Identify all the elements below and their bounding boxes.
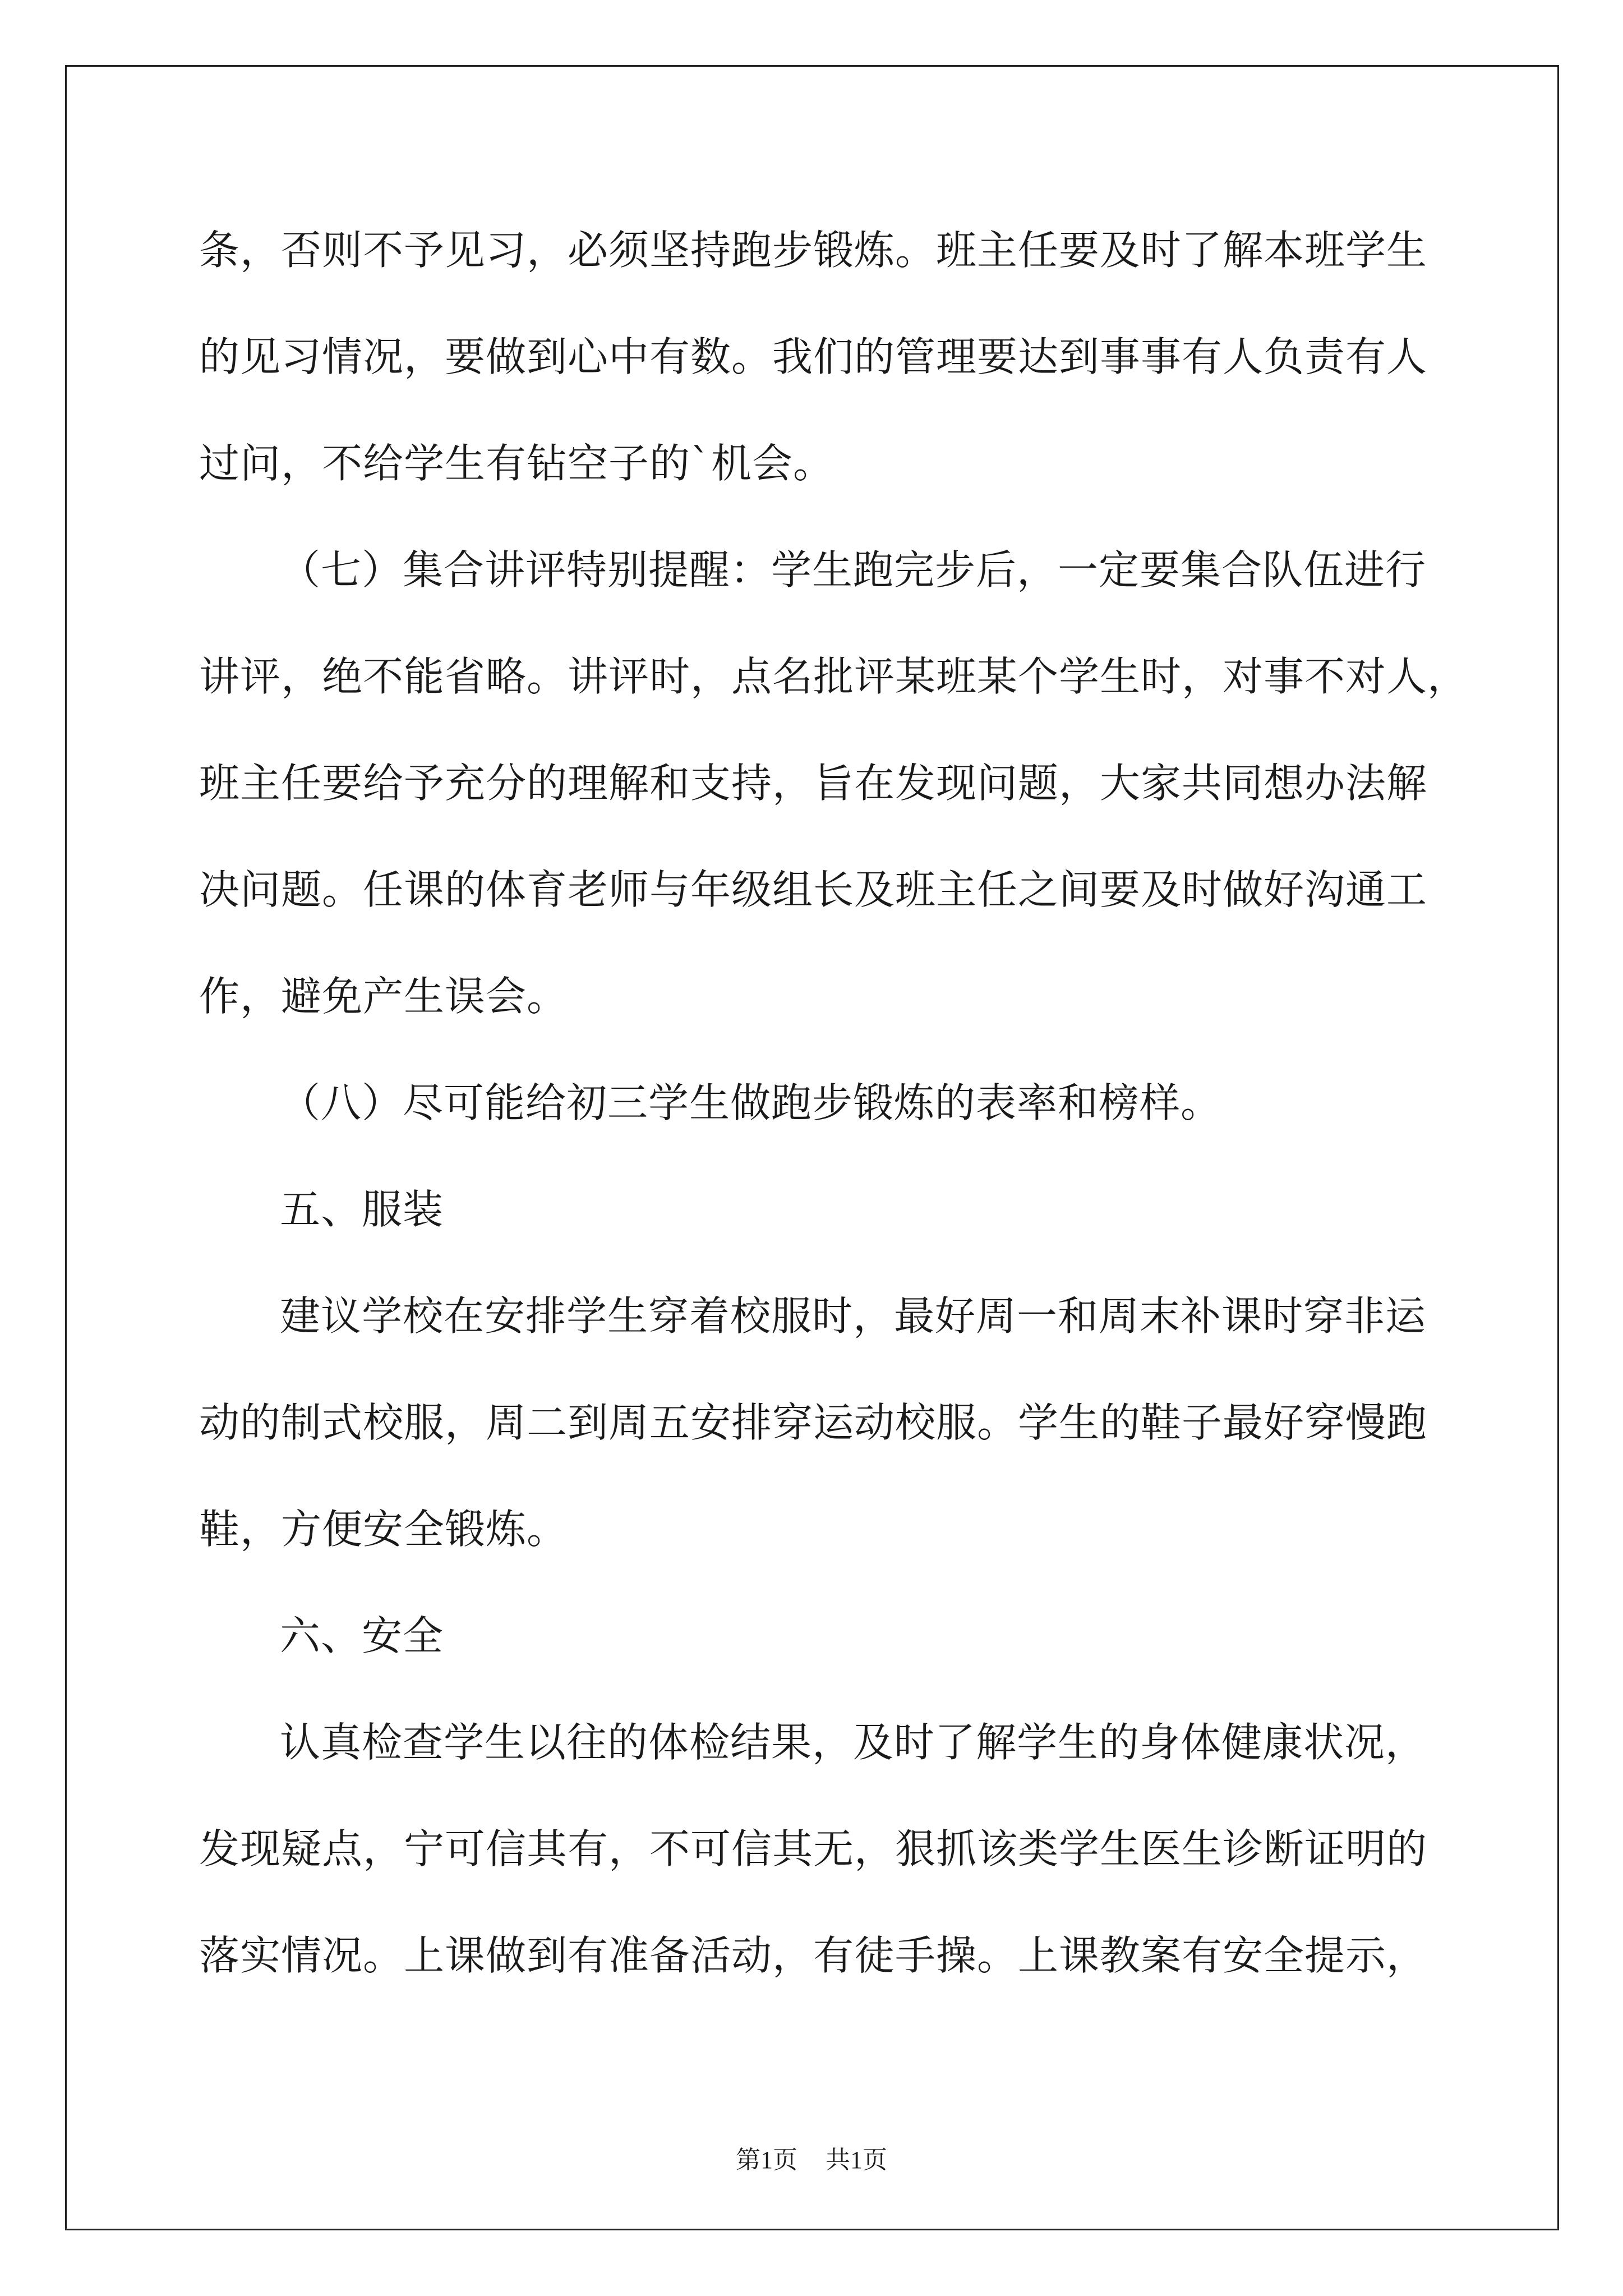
text-line: 的见习情况，要做到心中有数。我们的管理要达到事事有人负责有人 [199, 333, 1428, 380]
text-line: 决问题。任课的体育老师与年级组长及班主任之间要及时做好沟通工 [199, 866, 1428, 913]
text-line: 五、服装 [280, 1186, 444, 1233]
text-line: 六、安全 [280, 1612, 444, 1659]
page-footer [0, 2139, 1623, 2175]
text-line: 作，避免产生误会。 [199, 973, 568, 1020]
text-line: 鞋，方便安全锻炼。 [199, 1506, 568, 1553]
page-total: 共1页 [826, 2146, 887, 2174]
text-line: 动的制式校服，周二到周五安排穿运动校服。学生的鞋子最好穿慢跑 [199, 1399, 1428, 1446]
page-number: 第1页 [736, 2146, 797, 2174]
text-line: （八）尽可能给初三学生做跑步锻炼的表率和榜样。 [280, 1079, 1222, 1126]
text-line: 条，否则不予见习，必须坚持跑步锻炼。班主任要及时了解本班学生 [199, 227, 1428, 274]
text-line: 建议学校在安排学生穿着校服时，最好周一和周末补课时穿非运 [280, 1292, 1427, 1340]
text-line: 过问，不给学生有钻空子的`机会。 [199, 440, 834, 487]
text-line: 发现疑点，宁可信其有，不可信其无，狠抓该类学生医生诊断证明的 [199, 1825, 1428, 1872]
text-line: 班主任要给予充分的理解和支持，旨在发现问题，大家共同想办法解 [199, 760, 1428, 807]
text-line: 认真检查学生以往的体检结果，及时了解学生的身体健康状况， [280, 1719, 1427, 1766]
document-body [199, 219, 1469, 2031]
text-line: 落实情况。上课做到有准备活动，有徒手操。上课教案有安全提示， [199, 1932, 1428, 1979]
text-line: （七）集合讲评特别提醒：学生跑完步后，一定要集合队伍进行 [280, 546, 1427, 593]
text-line: 讲评，绝不能省略。讲评时，点名批评某班某个学生时，对事不对人， [199, 653, 1469, 700]
